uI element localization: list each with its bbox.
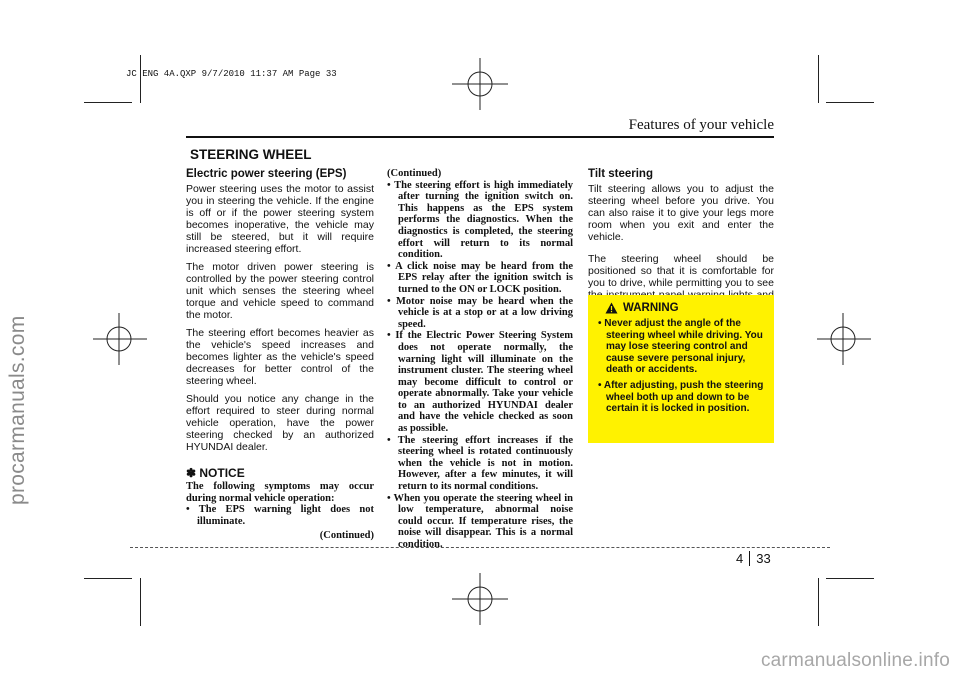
eps-heading: Electric power steering (EPS)	[186, 168, 347, 180]
eps-paragraph: Power steering uses the motor to assist you in steering the vehicle. If the engine is off or if the power steering system becomes inoperative, the vehicle may still be steered, but it will require increased steering effort.	[186, 183, 374, 255]
continued-label: (Continued)	[319, 530, 374, 542]
notice-bullet: • When you operate the steering wheel in low temperature, abnormal noise could occur. If temperature rises, the noise will disappear. This is a normal condition.	[387, 492, 573, 550]
print-slug: JC ENG 4A.QXP 9/7/2010 11:37 AM Page 33	[126, 69, 337, 79]
warning-title: WARNING	[623, 302, 679, 314]
tilt-steering-heading: Tilt steering	[588, 168, 653, 180]
page-number-value: 33	[749, 551, 770, 566]
warning-item: • Never adjust the angle of the steering wheel while driving. You may lose steering control and cause severe personal injury, death or accidents.	[598, 318, 763, 376]
tilt-paragraph: Tilt steering allows you to adjust the steering wheel before you drive. You can also raise it to give your legs more room when you exit and enter the vehicle.	[588, 183, 774, 243]
warning-triangle-icon	[605, 302, 618, 314]
page-number	[736, 551, 771, 566]
notice-bullet: • The steering effort is high immediately after turning the ignition switch on. This happens as the EPS system performs the diagnostics. When the diagnostics is completed, the steering effort will return to its normal condition.	[387, 179, 573, 261]
warning-item: • After adjusting, push the steering wheel both up and down to be certain it is locked in position.	[598, 379, 764, 415]
section-title: STEERING WHEEL	[190, 147, 312, 162]
eps-paragraph: Should you notice any change in the effort required to steer during normal vehicle operation, have the power steering checked by an authorized HYUNDAI dealer.	[186, 393, 374, 453]
chapter-number: 4	[736, 551, 744, 566]
header-rule	[186, 136, 774, 138]
left-column	[186, 168, 374, 542]
notice-bullet: • If the Electric Power Steering System does not operate normally, the warning light will illuminate on the instrument cluster. The steering wheel may become difficult to control or operate abnormally. Take your vehicle to an authorized HYUNDAI dealer and have the vehicle checked as soon as possible.	[387, 330, 573, 435]
eps-paragraph: The motor driven power steering is controlled by the power steering control unit which senses the steering wheel torque and vehicle speed to command the motor.	[186, 261, 374, 321]
footer-rule	[130, 547, 830, 548]
side-watermark: procarmanuals.com	[6, 315, 29, 505]
notice-bullet: • The EPS warning light does not illuminate.	[186, 504, 374, 527]
continued-label: (Continued)	[387, 168, 442, 179]
eps-paragraph: The steering effort becomes heavier as the vehicle's speed increases and becomes lighter as the vehicle's speed decreases for better control of the steering wheel.	[186, 327, 374, 387]
middle-column	[387, 168, 573, 551]
notice-title: ✽ NOTICE	[186, 466, 245, 480]
running-head: Features of your vehicle	[628, 117, 774, 133]
notice-bullet: • The steering effort increases if the steering wheel is rotated continuously when the vehicle is not in motion. However, after a few minutes, it will return to its normal conditions.	[387, 434, 573, 493]
tilt-paragraph: The steering wheel should be positioned so that it is comfortable for you to drive, while permitting you to see	[588, 253, 774, 289]
notice-bullet: • Motor noise may be heard when the vehicle is at a stop or at a low driving speed.	[387, 295, 573, 330]
notice-bullet: • A click noise may be heard from the EPS relay after the ignition switch is turned to the ON or LOCK position.	[387, 260, 573, 295]
warning-box	[588, 295, 774, 443]
bottom-watermark: carmanualsonline.info	[760, 650, 950, 671]
notice-intro: The following symptoms may occur during normal vehicle operation:	[186, 481, 374, 504]
